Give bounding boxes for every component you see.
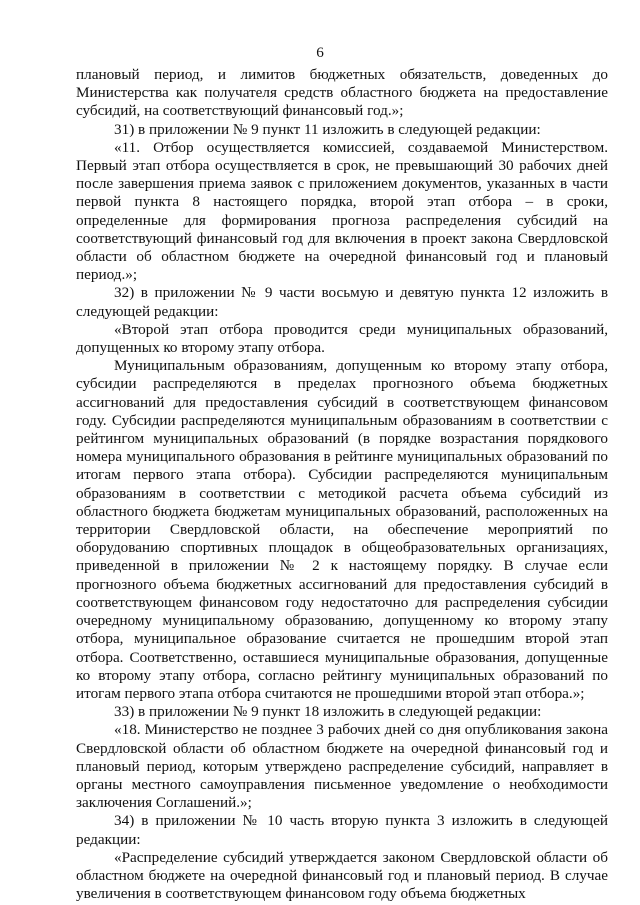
paragraph-subsidy-distribution: Муниципальным образованиям, допущенным ко второму этапу отбора, субсидии распределяются в пределах прогнозного объема бюджетных ассигнований для предоставления субсидий в соответствующем финансовом году. Субсидии распределяются муниципальным образованиям в соответствии с рейтингом муниципальных образований (в порядке возрастания порядкового номера муниципального образования в рейтинге муниципальных образований по итогам первого этапа отбора). Субсидии распределяются муниципальным образованиям в соответствии с методикой расчета объема субсидий из областного бюджета бюджетам муниципальных образований, расположенных на территории Свердловской области, на обеспечение мероприятий по оборудованию спортивных площадок в общеобразовательных организациях, приведенной в приложении № 2 к настоящему порядку. В случае если прогнозного объема бюджетных ассигнований для предоставления субсидий в соответствующем финансовом году недостаточно для распределения субсидии очередному муниципальному образованию, допущенному ко второму этапу отбора, муниципальное образование считается не прошедшим второй этап отбора. Соответственно, оставшиеся муниципальные образования, допущенные ко второму этапу отбора, согласно рейтингу муниципальных образований по итогам первого этапа отбора считаются не прошедшими второй этап отбора.»; bbox=[76, 357, 608, 702]
paragraph-amendment-32: 32) в приложении № 9 части восьмую и девятую пункта 12 изложить в следующей редакции: bbox=[76, 284, 608, 320]
paragraph-clause-18: «18. Министерство не позднее 3 рабочих дней со дня опубликования закона Свердловской области об областном бюджете на очередной финансовый год и плановый период, которым утверждено распределение субсидий, направляет в органы местного самоуправления письменное уведомление о необходимости заключения Соглашений.»; bbox=[76, 721, 608, 812]
paragraph-continuation: плановый период, и лимитов бюджетных обязательств, доведенных до Министерства как получателя средств областного бюджета на предоставление субсидий, на соответствующий финансовый год.»; bbox=[76, 66, 608, 120]
paragraph-amendment-34: 34) в приложении № 10 часть вторую пункта 3 изложить в следующей редакции: bbox=[76, 812, 608, 848]
paragraph-amendment-31: 31) в приложении № 9 пункт 11 изложить в следующей редакции: bbox=[114, 120, 541, 138]
paragraph-second-stage: «Второй этап отбора проводится среди муниципальных образований, допущенных ко второму этапу отбора. bbox=[76, 320, 608, 357]
document-body bbox=[76, 66, 608, 903]
paragraph-amendment-33: 33) в приложении № 9 пункт 18 изложить в следующей редакции: bbox=[114, 703, 542, 721]
page-number: 6 bbox=[316, 44, 324, 61]
paragraph-distribution-law: «Распределение субсидий утверждается законом Свердловской области об областном бюджете на очередной финансовый год и плановый период. В случае увеличения в соответствующем финансовом году объема бюджетных bbox=[76, 848, 608, 903]
paragraph-clause-11: «11. Отбор осуществляется комиссией, создаваемой Министерством. Первый этап отбора осуществляется в срок, не превышающий 30 рабочих дней после завершения приема заявок с приложением документов, указанных в части первой пункта 8 настоящего порядка, второй этап отбора – в сроки, определенные для формирования прогноза распределения субсидий на соответствующий финансовый год для включения в проект закона Свердловской области об областном бюджете на очередной финансовый год и плановый период.»; bbox=[76, 138, 608, 284]
